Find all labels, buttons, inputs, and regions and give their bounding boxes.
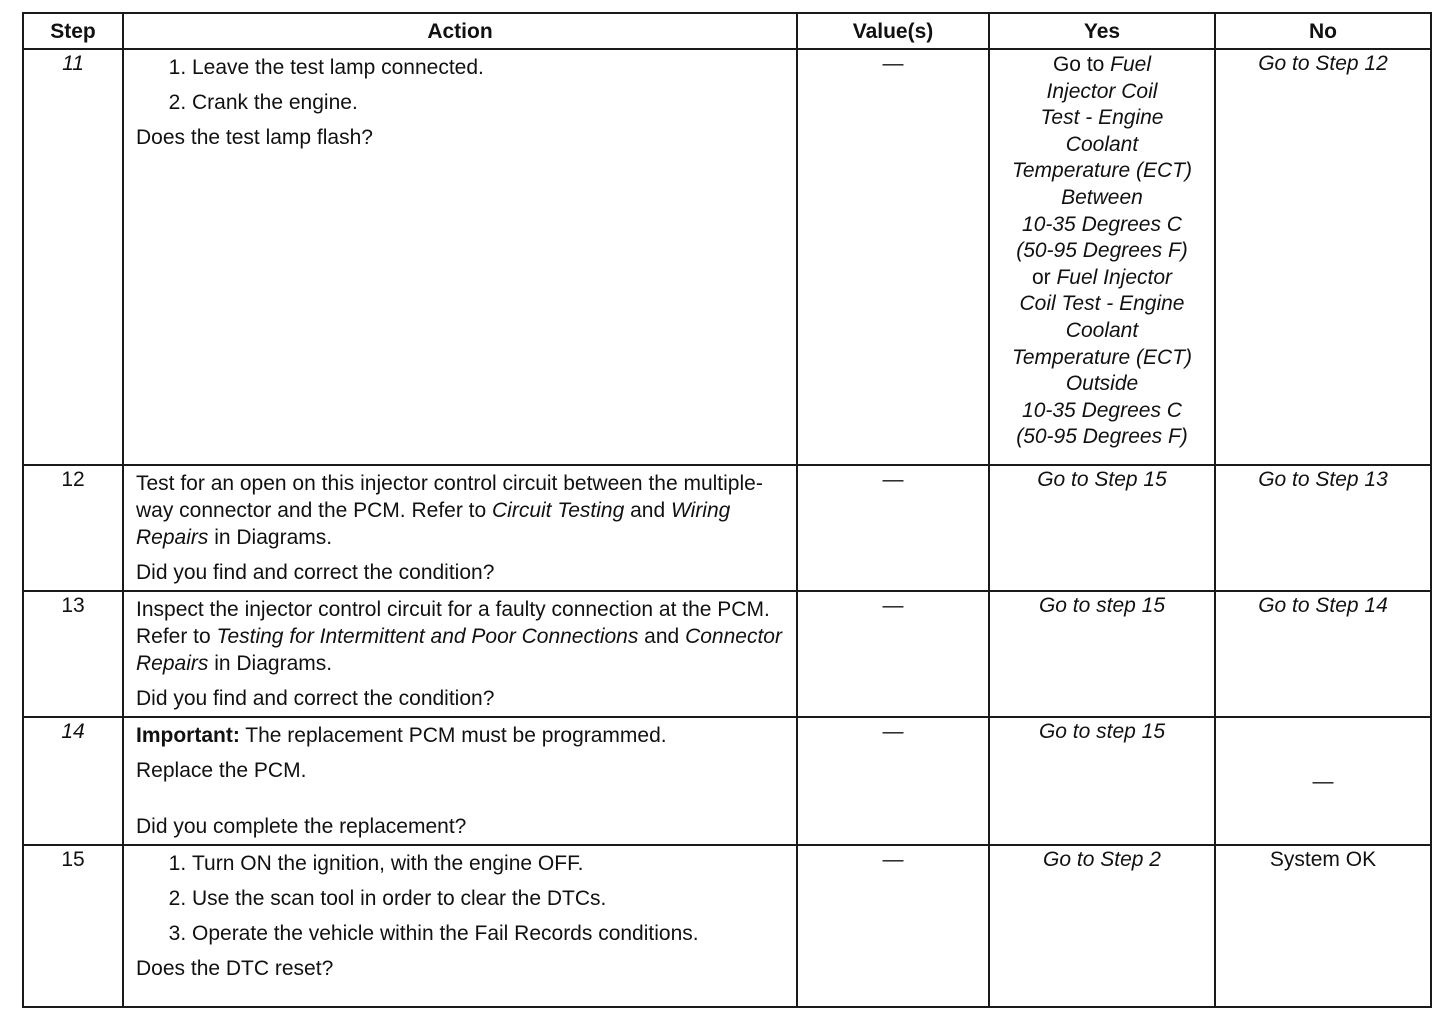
- yes-instruction-line: Temperature (ECT): [1011, 345, 1193, 369]
- table-row-step-12: [23, 465, 1431, 591]
- yes-cell: [989, 465, 1215, 591]
- action-item: 1. Turn ON the ignition, with the engine OFF.: [192, 850, 786, 877]
- yes-cell: [989, 717, 1215, 845]
- reference-link: Connector Repairs: [136, 625, 782, 675]
- step-number: 12: [23, 465, 123, 591]
- yes-instruction-line: Coil Test - Engine: [1019, 292, 1185, 316]
- action-question: Did you find and correct the condition?: [136, 561, 495, 584]
- header-action: Action: [123, 13, 797, 49]
- action-list: [136, 850, 786, 947]
- action-cell: [123, 49, 797, 465]
- yes-cell: [989, 49, 1215, 465]
- header-step: Step: [23, 13, 123, 49]
- header-yes: Yes: [989, 13, 1215, 49]
- yes-instruction-line: Injector Coil: [1046, 79, 1158, 103]
- step-number: 13: [23, 591, 123, 717]
- yes-instruction-line: Go to Fuel: [1052, 53, 1152, 76]
- action-question: Did you find and correct the condition?: [136, 687, 495, 710]
- action-question: Does the test lamp flash?: [136, 126, 373, 149]
- yes-cell: [989, 591, 1215, 717]
- action-cell: [123, 717, 797, 845]
- no-instruction: Go to Step 14: [1258, 594, 1388, 617]
- yes-instruction-line: or Fuel Injector: [1031, 265, 1173, 289]
- yes-instruction: [990, 52, 1214, 451]
- no-cell: System OK: [1215, 845, 1431, 1007]
- action-cell: [123, 845, 797, 1007]
- yes-instruction-line: Test - Engine: [1040, 106, 1164, 130]
- no-instruction: Go to Step 12: [1258, 52, 1388, 75]
- yes-instruction-line: Coolant: [1065, 132, 1139, 156]
- yes-instruction-line: Between: [1061, 185, 1143, 209]
- value-cell: —: [797, 717, 989, 845]
- table-row-step-14: [23, 717, 1431, 845]
- no-instruction: Go to Step 13: [1258, 468, 1388, 491]
- no-cell: [1215, 465, 1431, 591]
- important-note: Important: The replacement PCM must be programmed.: [136, 724, 667, 747]
- table-row-step-13: [23, 591, 1431, 717]
- step-number: 15: [23, 845, 123, 1007]
- yes-instruction-line: Temperature (ECT): [1011, 159, 1193, 183]
- header-values: Value(s): [797, 13, 989, 49]
- diagnostic-table-sheet: [22, 12, 1432, 1008]
- diagnostic-table: [22, 12, 1432, 1008]
- yes-instruction-line: 10-35 Degrees C: [1022, 212, 1182, 236]
- action-text: Replace the PCM.: [136, 759, 307, 782]
- yes-instruction: Go to Step 15: [1037, 468, 1167, 491]
- action-item: 3. Operate the vehicle within the Fail Records conditions.: [192, 920, 786, 947]
- yes-instruction: Go to step 15: [1038, 720, 1166, 743]
- important-label: Important:: [136, 724, 240, 747]
- header-no: No: [1215, 13, 1431, 49]
- action-text: Inspect the injector control circuit for a faulty connection at the PCM. Refer to Testing for Intermittent and Poor Connections and Connector Repairs in Diagrams.: [136, 598, 782, 675]
- yes-instruction-line: Coolant: [1065, 318, 1139, 342]
- yes-instruction-line: Outside: [1065, 372, 1139, 396]
- step-number: 11: [23, 49, 123, 465]
- yes-cell: [989, 845, 1215, 1007]
- value-cell: —: [797, 845, 989, 1007]
- action-item: 2. Use the scan tool in order to clear the DTCs.: [192, 885, 786, 912]
- no-cell: [1215, 591, 1431, 717]
- no-cell: —: [1215, 717, 1431, 845]
- reference-link: Circuit Testing: [492, 499, 625, 522]
- action-cell: [123, 591, 797, 717]
- yes-instruction: Go to Step 2: [1043, 848, 1161, 871]
- yes-instruction: Go to step 15: [1038, 594, 1166, 617]
- action-list: [136, 54, 786, 116]
- action-cell: [123, 465, 797, 591]
- table-row-step-15: [23, 845, 1431, 1007]
- yes-instruction-line: 10-35 Degrees C: [1022, 398, 1182, 422]
- step-number: 14: [23, 717, 123, 845]
- action-item: 2. Crank the engine.: [192, 89, 786, 116]
- value-cell: —: [797, 49, 989, 465]
- action-text: Test for an open on this injector control circuit between the multiple-way connector and the PCM. Refer to Circuit Testing and Wiring Repairs in Diagrams.: [136, 472, 763, 549]
- no-cell: [1215, 49, 1431, 465]
- value-cell: —: [797, 465, 989, 591]
- action-question: Does the DTC reset?: [136, 957, 334, 980]
- action-item: 1. Leave the test lamp connected.: [192, 54, 786, 81]
- table-row-step-11: [23, 49, 1431, 465]
- yes-instruction-line: (50-95 Degrees F): [1016, 239, 1188, 263]
- action-question: Did you complete the replacement?: [136, 815, 467, 838]
- header-row: [23, 13, 1431, 49]
- yes-instruction-line: (50-95 Degrees F): [1016, 425, 1188, 449]
- value-cell: —: [797, 591, 989, 717]
- reference-link: Wiring Repairs: [136, 499, 731, 549]
- reference-link: Testing for Intermittent and Poor Connections: [216, 625, 639, 648]
